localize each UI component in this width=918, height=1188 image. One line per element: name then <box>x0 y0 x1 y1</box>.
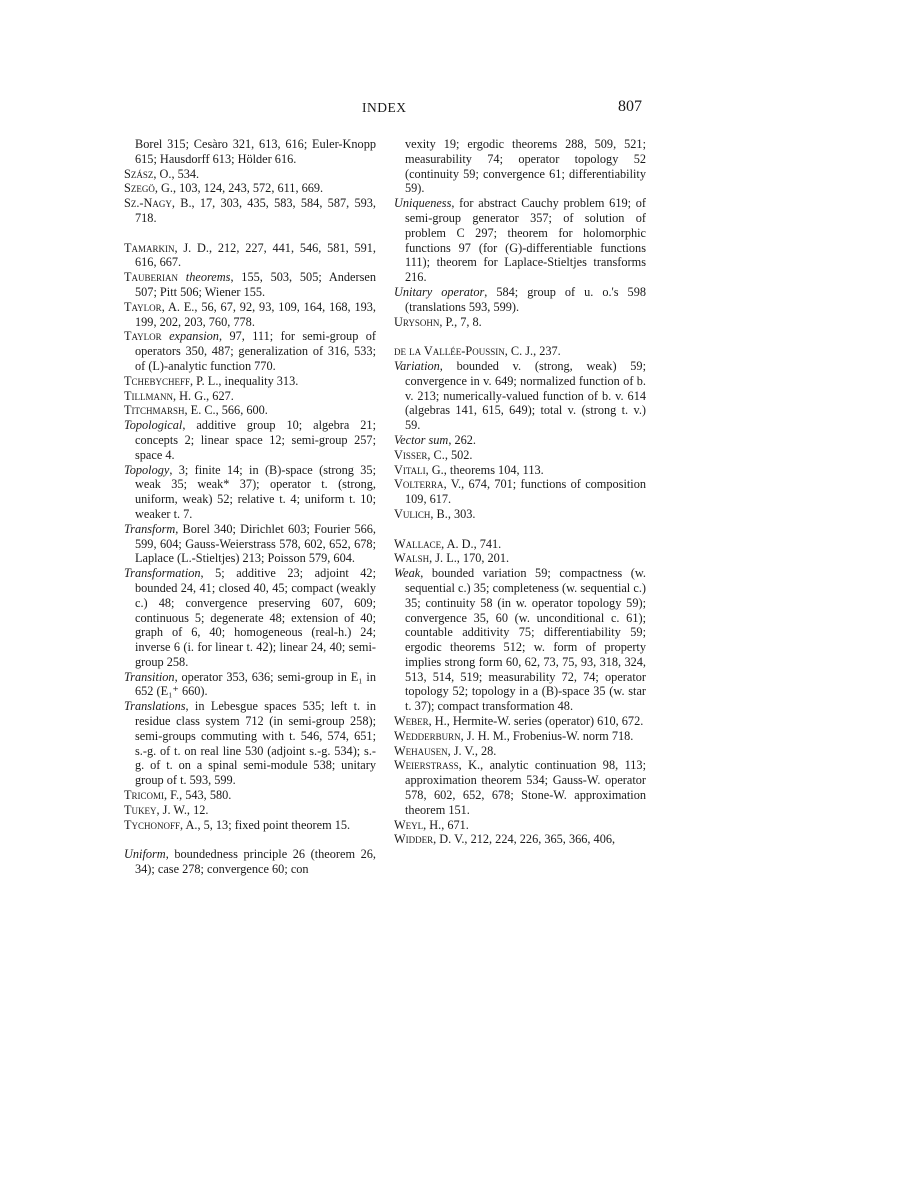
index-heading: Sz.-Nagy <box>124 196 172 211</box>
index-references: , B., 17, 303, 435, 583, 584, 587, 593, 718. <box>135 196 376 225</box>
index-references: , for abstract Cauchy problem 619; of semi-group generator 357; of solution of problem C 297; theorem for holomorphic functions 97 (for (G)-differentiable functions 111); theorem for Laplace-Stieltjes transforms 216. <box>405 196 646 285</box>
index-references: , K., analytic continuation 98, 113; approximation theorem 534; Gauss-W. operator 578, 602, 652, 678; Stone-W. approximation theorem 151. <box>405 758 646 817</box>
index-heading: Tychonoff <box>124 817 181 832</box>
index-references: Borel 315; Cesàro 321, 613, 616; Euler-Knopp 615; Hausdorff 613; Hölder 616. <box>135 137 376 166</box>
index-entry <box>124 463 376 522</box>
index-entry <box>394 566 646 714</box>
index-entry <box>124 418 376 462</box>
index-entry <box>124 788 376 803</box>
index-entry <box>394 714 646 729</box>
index-heading: Topological <box>124 418 183 433</box>
index-entry <box>394 285 646 315</box>
index-column-left <box>124 137 376 877</box>
index-heading: Taylor <box>124 329 162 344</box>
index-heading: Widder <box>394 832 434 847</box>
index-column-right <box>394 137 646 847</box>
index-references: , H. G., 627. <box>173 388 234 403</box>
index-heading: Volterra <box>394 477 444 492</box>
index-references: , H., Hermite-W. series (operator) 610, 672. <box>428 714 644 729</box>
index-entry <box>394 448 646 463</box>
index-entry <box>124 670 376 700</box>
index-references: , J. H. M., Frobenius-W. norm 718. <box>460 728 634 743</box>
index-references: , 97, 111; for semi-group of operators 350, 487; generalization of 316, 533; of (L)-analytic function 770. <box>135 329 377 373</box>
index-entry <box>124 181 376 196</box>
index-entry <box>124 522 376 566</box>
index-entry <box>124 167 376 182</box>
index-entry <box>124 270 376 300</box>
index-entry <box>124 300 376 330</box>
page-header <box>0 100 918 120</box>
index-heading: Taylor <box>124 299 162 314</box>
index-entry-continuation <box>124 137 376 167</box>
index-heading: Transformation <box>124 566 201 581</box>
index-entry <box>394 729 646 744</box>
index-references: , J. W., 12. <box>156 802 209 817</box>
running-head: INDEX <box>362 100 407 115</box>
index-references: , C., 502. <box>427 447 473 462</box>
index-entry <box>394 344 646 359</box>
index-references: , additive group 10; algebra 21; concepts 2; linear space 12; semi-group 257; space 4. <box>135 418 376 462</box>
index-entry <box>124 241 376 271</box>
index-heading: Topology <box>124 462 170 477</box>
index-entry <box>124 566 376 670</box>
index-entry <box>394 832 646 847</box>
index-references: vexity 19; ergodic theorems 288, 509, 521; measurability 74; operator topology 52 (continuity 59; convergence 61; differentiability 59). <box>405 137 646 196</box>
index-references: , 262. <box>448 432 476 447</box>
index-references: , J. D., 212, 227, 441, 546, 581, 591, 616, 667. <box>135 240 376 270</box>
index-heading: Wehausen <box>394 743 448 758</box>
index-references: , P. L., inequality 313. <box>190 373 299 388</box>
index-entry <box>394 744 646 759</box>
index-entry <box>124 389 376 404</box>
index-heading: Visser <box>394 447 428 462</box>
index-entry <box>124 803 376 818</box>
index-references: , V., 674, 701; functions of composition 109, 617. <box>405 477 646 507</box>
index-references: , G., theorems 104, 113. <box>425 462 544 477</box>
index-heading: Transform <box>124 521 176 536</box>
index-references: , F., 543, 580. <box>164 788 232 803</box>
index-heading: Tillmann <box>124 388 174 403</box>
index-references: , D. V., 212, 224, 226, 365, 366, 406, <box>433 832 616 847</box>
index-heading: Titchmarsh <box>124 403 185 418</box>
index-entry <box>394 507 646 522</box>
index-heading: Weak <box>394 566 421 581</box>
index-heading: Szász <box>124 166 154 181</box>
index-entry <box>124 847 376 877</box>
index-entry <box>394 758 646 817</box>
index-references: , J. V., 28. <box>447 743 497 758</box>
index-references: , E. C., 566, 600. <box>184 403 268 418</box>
index-entry <box>394 463 646 478</box>
index-references: , J. L., 170, 201. <box>429 551 510 566</box>
index-entry <box>394 315 646 330</box>
index-entry-continuation <box>394 137 646 196</box>
index-heading: Vector sum <box>394 432 449 447</box>
index-references: , H., 671. <box>423 817 469 832</box>
index-entry <box>394 477 646 507</box>
index-references: , G., 103, 124, 243, 572, 611, 669. <box>154 181 324 196</box>
index-heading: Uniform <box>124 847 166 862</box>
index-references: , bounded v. (strong, weak) 59; convergence in v. 649; normalized function of b. v. 213; numerically-valued function of b. v. 614 (algebras 141, 615, 649); total v. (strong t. v.) 59. <box>405 358 646 433</box>
index-heading: Vitali <box>394 462 426 477</box>
index-heading: Translations <box>124 699 186 714</box>
index-heading: Uniqueness <box>394 196 452 211</box>
index-heading: Tukey <box>124 802 157 817</box>
index-references: , 5; additive 23; adjoint 42; bounded 24, 41; closed 40, 45; compact (weakly c.) 48; convergence preserving 607, 609; continuous 5; degenerate 48; extension of 40; graph of 6, 40; homogeneous (real-h.) 24; inverse 6 (i. for linear t. 42); linear 24, 40; semi-group 258. <box>135 566 376 669</box>
index-entry <box>124 329 376 373</box>
index-entry <box>394 537 646 552</box>
index-entry <box>394 196 646 285</box>
index-entry <box>124 374 376 389</box>
index-heading: Walsh <box>394 551 430 566</box>
index-heading: Unitary operator <box>394 284 485 299</box>
index-references: , P., 7, 8. <box>439 314 482 329</box>
index-references: , 3; finite 14; in (B)-space (strong 35; weak 35; weak* 37); operator t. (strong, uniform, weak) 52; relative t. 4; uniform t. 10; weaker t. 7. <box>135 462 376 521</box>
index-entry <box>124 196 376 226</box>
index-entry <box>124 403 376 418</box>
index-heading: Wedderburn <box>394 728 461 743</box>
index-heading: Tamarkin <box>124 240 175 255</box>
index-heading: Vulich <box>394 506 431 521</box>
index-heading: Tchebycheff <box>124 373 191 388</box>
index-references: , A. D., 741. <box>441 536 502 551</box>
index-references: , C. J., 237. <box>504 344 561 359</box>
index-entry <box>394 433 646 448</box>
index-heading: Tauberian <box>124 270 179 285</box>
index-heading: de la Vallée-Poussin <box>394 344 505 359</box>
page-number: 807 <box>618 98 642 115</box>
index-references: , 155, 503, 505; Andersen 507; Pitt 506; Wiener 155. <box>135 270 377 299</box>
index-references: , Borel 340; Dirichlet 603; Fourier 566, 599, 604; Gauss-Weierstrass 578, 602, 652, 678; Laplace (L.-Stieltjes) 213; Poisson 579, 604. <box>135 521 376 566</box>
index-entry <box>394 551 646 566</box>
index-references: , 584; group of u. o.'s 598 (translations 593, 599). <box>405 284 646 314</box>
index-references: , in Lebesgue spaces 535; left t. in residue class system 712 (in semi-group 258); semi-groups commuting with t. 546, 574, 651; s.-g. of t. on real line 530 (adjoint s.-g. 534); s.-g. of t. on a spinal semi-module 538; unitary group of t. 593, 599. <box>135 699 376 788</box>
index-heading: Weber <box>394 714 429 729</box>
index-subheading: theorems <box>178 270 231 285</box>
index-entry <box>124 699 376 788</box>
index-references: , boundedness principle 26 (theorem 26, 34); case 278; convergence 60; con <box>135 847 376 877</box>
index-heading: Variation <box>394 358 440 373</box>
index-heading: Urysohn <box>394 314 440 329</box>
index-references: , B., 303. <box>430 506 476 521</box>
index-references: , O., 534. <box>153 166 200 181</box>
index-heading: Tricomi <box>124 788 165 803</box>
index-heading: Wallace <box>394 536 442 551</box>
index-entry <box>394 818 646 833</box>
index-entry <box>124 818 376 833</box>
index-entry <box>394 359 646 433</box>
index-references: , A., 5, 13; fixed point theorem 15. <box>180 817 351 832</box>
index-heading: Weierstrass <box>394 758 459 773</box>
index-subheading: expansion <box>161 329 219 344</box>
index-heading: Szegö <box>124 181 155 196</box>
index-references: , operator 353, 636; semi-group in E₁ in 652 (E₁⁺ 660). <box>135 669 376 699</box>
index-references: , A. E., 56, 67, 92, 93, 109, 164, 168, 193, 199, 202, 203, 760, 778. <box>135 299 376 329</box>
index-heading: Transition <box>124 669 175 684</box>
index-references: , bounded variation 59; compactness (w. sequential c.) 35; completeness (w. sequential c.) 35; continuity 58 (in w. operator topology 59); convergence 35, 60 (w. unconditional c. 61); countable additivity 75; differentiability 59; ergodic theorems 512; w. form of property implies strong form 60, 62, 73, 75, 93, 318, 324, 513, 514, 519; measurability 72, 74; operator topology 52; topology in a (B)-space 35 (w. star t. 37); compact transformation 48. <box>405 566 646 714</box>
index-heading: Weyl <box>394 817 424 832</box>
